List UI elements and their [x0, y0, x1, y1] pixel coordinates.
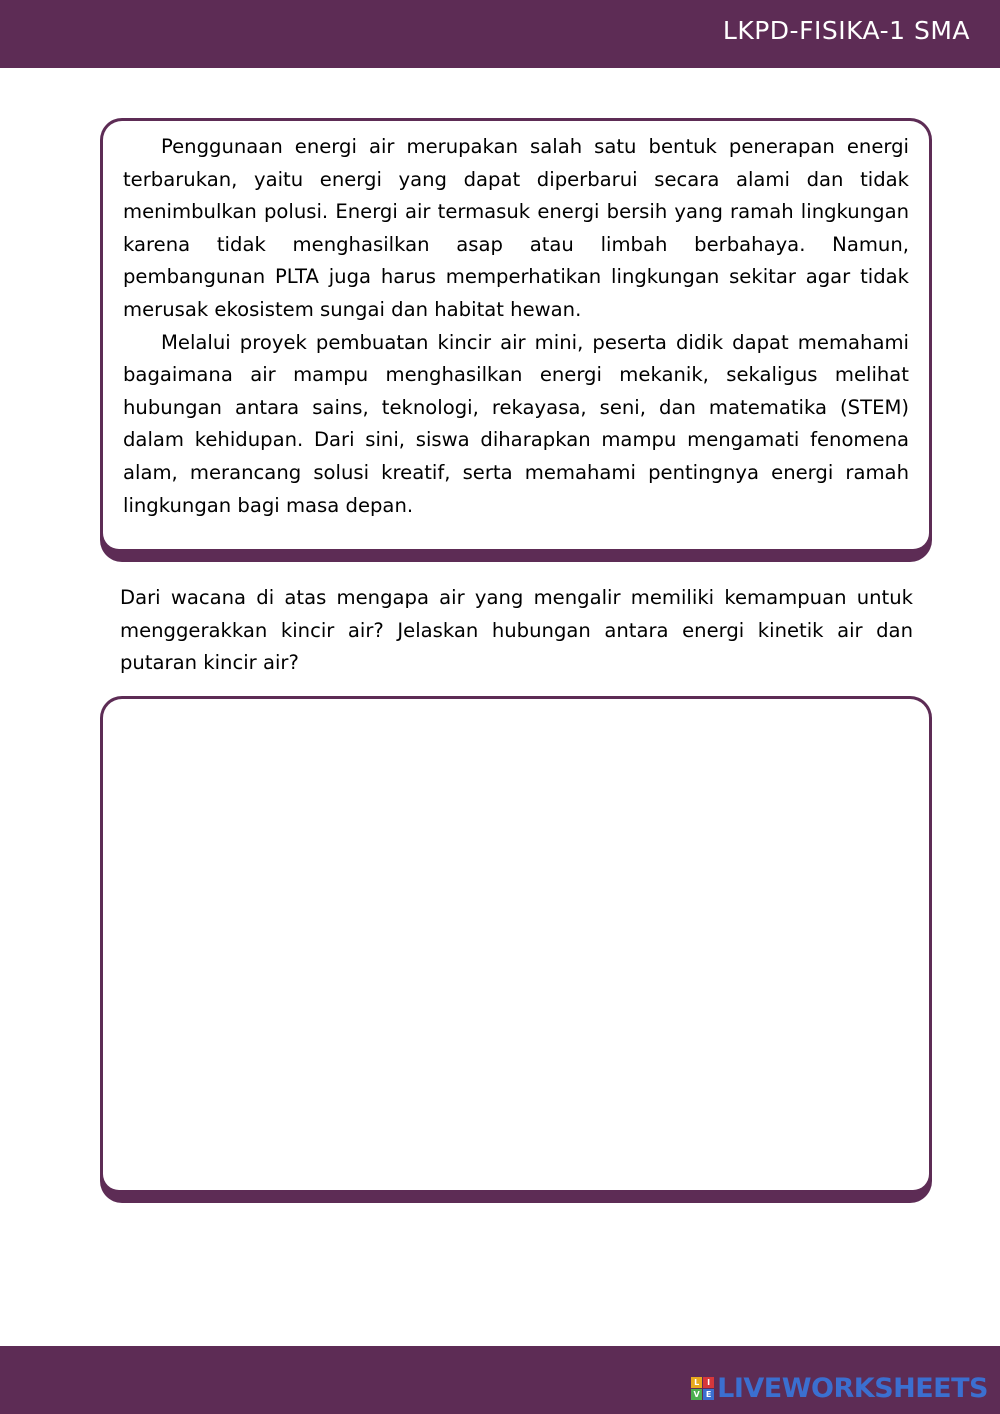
answer-card: [100, 696, 932, 1203]
footer-bar: [0, 1346, 1000, 1414]
reading-card: [100, 118, 932, 562]
reading-paragraph-1: Penggunaan energi air merupakan salah satu bentuk penerapan energi terbarukan, yaitu energi yang dapat diperbarui secara alami dan tidak menimbulkan polusi. Energi air termasuk energi bersih yang ramah lingkungan karena tidak menghasilkan asap atau limbah berbahaya. Namun, pembangunan PLTA juga harus memperhatikan lingkungan sekitar agar tidak merusak ekosistem sungai dan habitat hewan.: [123, 135, 909, 321]
reading-card-inner: [103, 121, 929, 549]
logo-letter-v: V: [691, 1389, 702, 1400]
answer-card-inner: [103, 699, 929, 1190]
logo-letter-i: I: [703, 1377, 714, 1388]
header-title: LKPD-FISIKA-1 SMA: [722, 16, 970, 45]
liveworksheets-brand[interactable]: [691, 1374, 988, 1402]
reading-text: [123, 131, 909, 522]
header-bar: [0, 0, 1000, 68]
logo-letter-e: E: [703, 1389, 714, 1400]
logo-letter-l: L: [691, 1377, 702, 1388]
brand-text: LIVEWORKSHEETS: [717, 1372, 988, 1404]
liveworksheets-logo-icon: [691, 1377, 714, 1400]
question-text: Dari wacana di atas mengapa air yang mengalir memiliki kemampuan untuk menggerakkan kincir air? Jelaskan hubungan antara energi kinetik air dan putaran kincir air?: [120, 586, 913, 675]
answer-textarea[interactable]: [103, 699, 929, 1190]
reading-paragraph-2: Melalui proyek pembuatan kincir air mini, peserta didik dapat memahami bagaimana air mampu menghasilkan energi mekanik, sekaligus melihat hubungan antara sains, teknologi, rekayasa, seni, dan matematika (STEM) dalam kehidupan. Dari sini, siswa diharapkan mampu mengamati fenomena alam, merancang solusi kreatif, serta memahami pentingnya energi ramah lingkungan bagi masa depan.: [123, 330, 909, 517]
